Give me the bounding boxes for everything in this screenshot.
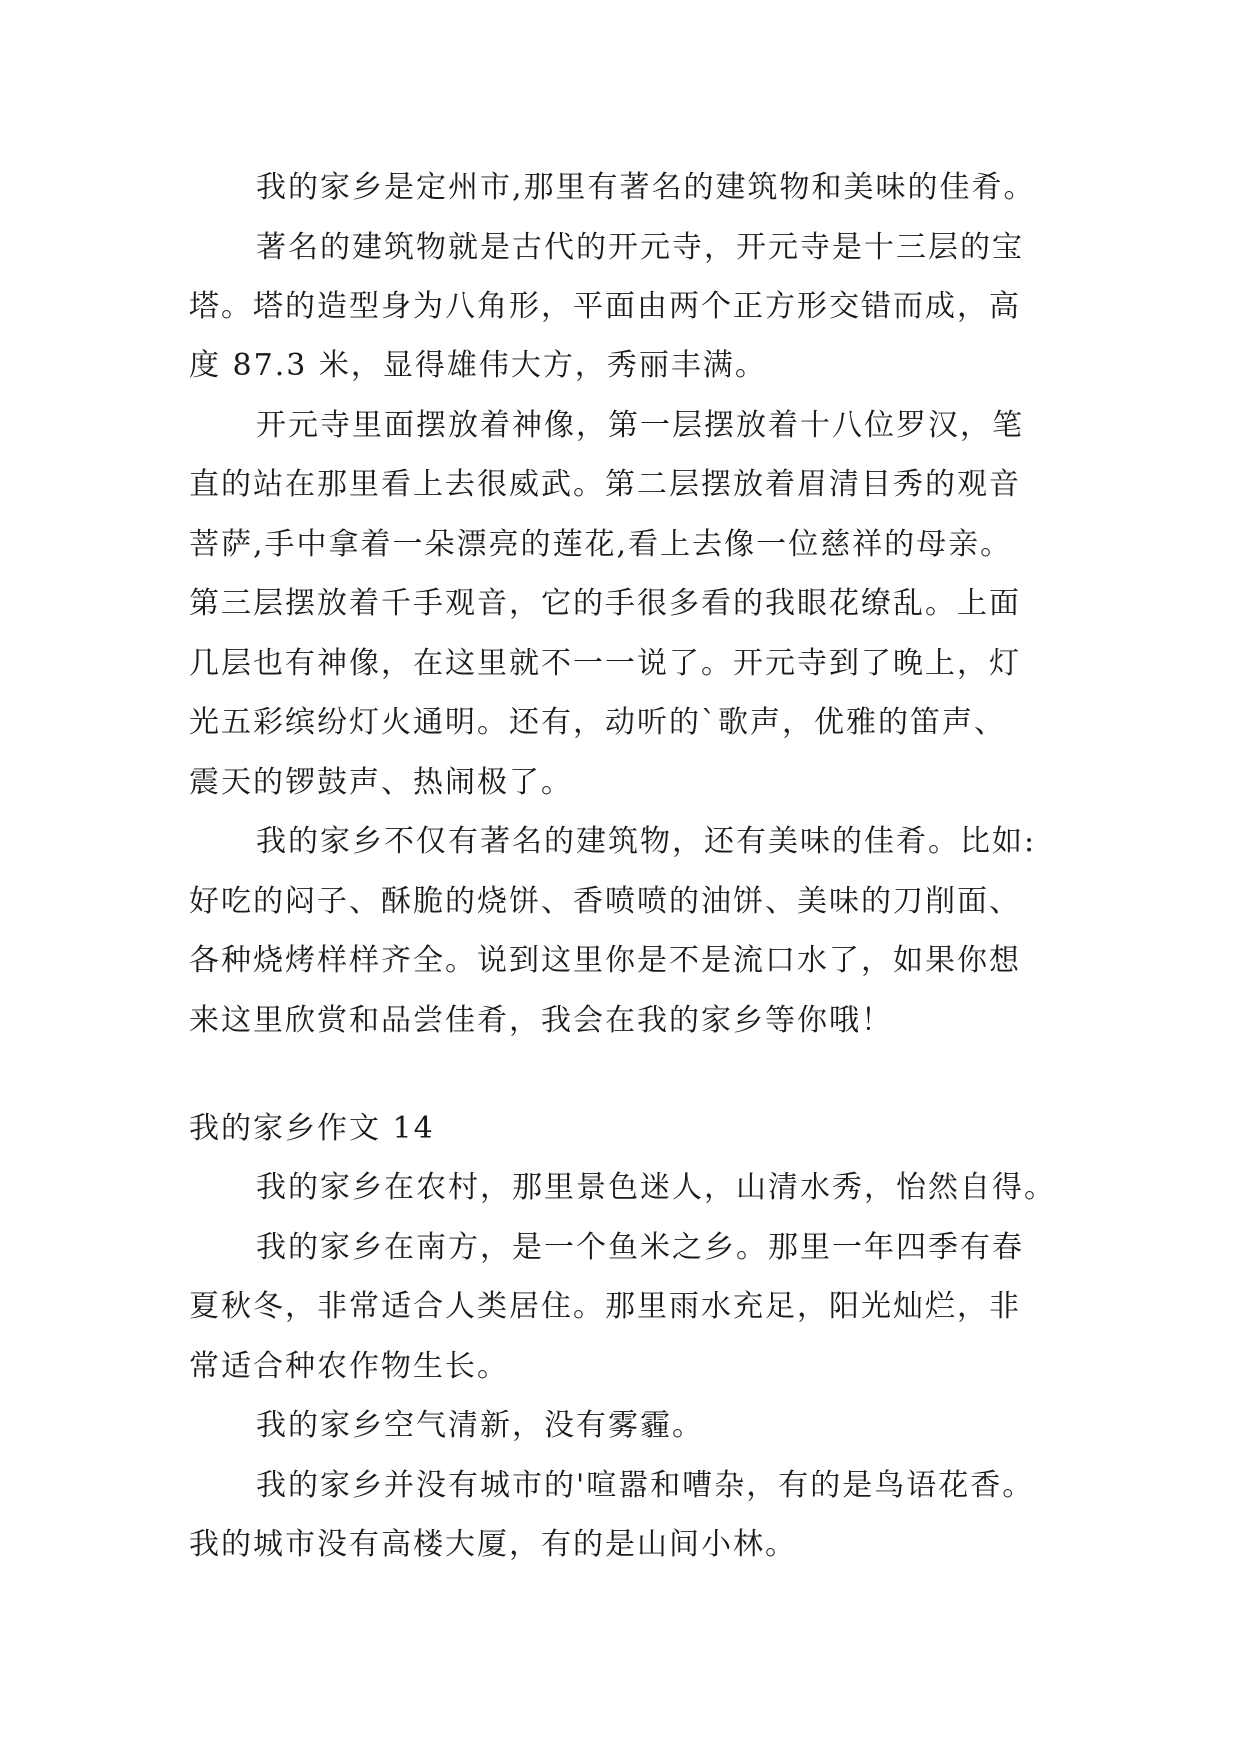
paragraph-line: 我的家乡是定州市,那里有著名的建筑物和美味的佳肴。 xyxy=(256,170,1036,205)
paragraph-line: 直的站在那里看上去很威武。第二层摆放着眉清目秀的观音 xyxy=(189,467,1021,502)
paragraph-line: 菩萨,手中拿着一朵漂亮的莲花,看上去像一位慈祥的母亲。 xyxy=(189,527,1013,562)
section-heading: 我的家乡作文 14 xyxy=(189,1111,435,1146)
paragraph-line: 我的家乡在南方，是一个鱼米之乡。那里一年四季有春 xyxy=(256,1230,1024,1265)
paragraph-line: 几层也有神像，在这里就不一一说了。开元寺到了晚上，灯 xyxy=(189,646,1021,681)
paragraph-line: 我的家乡并没有城市的'喧嚣和嘈杂，有的是鸟语花香。 xyxy=(256,1468,1035,1503)
paragraph-line: 我的家乡不仅有著名的建筑物，还有美味的佳肴。比如: xyxy=(256,824,1037,859)
paragraph-line: 开元寺里面摆放着神像，第一层摆放着十八位罗汉，笔 xyxy=(256,408,1024,443)
paragraph-line: 震天的锣鼓声、热闹极了。 xyxy=(189,765,573,800)
paragraph-line: 我的家乡空气清新，没有雾霾。 xyxy=(256,1408,704,1443)
paragraph-line: 常适合种农作物生长。 xyxy=(189,1349,509,1384)
paragraph-line: 我的城市没有高楼大厦，有的是山间小林。 xyxy=(189,1527,797,1562)
paragraph-line: 来这里欣赏和品尝佳肴，我会在我的家乡等你哦！ xyxy=(189,1003,893,1038)
paragraph-line: 著名的建筑物就是古代的开元寺，开元寺是十三层的宝 xyxy=(256,230,1024,265)
paragraph-line: 光五彩缤纷灯火通明。还有，动听的`歌声，优雅的笛声、 xyxy=(189,705,1006,740)
paragraph-line: 夏秋冬，非常适合人类居住。那里雨水充足，阳光灿烂，非 xyxy=(189,1289,1021,1324)
paragraph-line: 塔。塔的造型身为八角形，平面由两个正方形交错而成，高 xyxy=(189,289,1021,324)
paragraph-line: 好吃的闷子、酥脆的烧饼、香喷喷的油饼、美味的刀削面、 xyxy=(189,884,1021,919)
paragraph-line: 各种烧烤样样齐全。说到这里你是不是流口水了，如果你想 xyxy=(189,943,1021,978)
paragraph-line: 度 87.3 米，显得雄伟大方，秀丽丰满。 xyxy=(189,348,767,383)
paragraph-line: 第三层摆放着千手观音，它的手很多看的我眼花缭乱。上面 xyxy=(189,586,1021,621)
paragraph-line: 我的家乡在农村，那里景色迷人，山清水秀，怡然自得。 xyxy=(256,1170,1056,1205)
